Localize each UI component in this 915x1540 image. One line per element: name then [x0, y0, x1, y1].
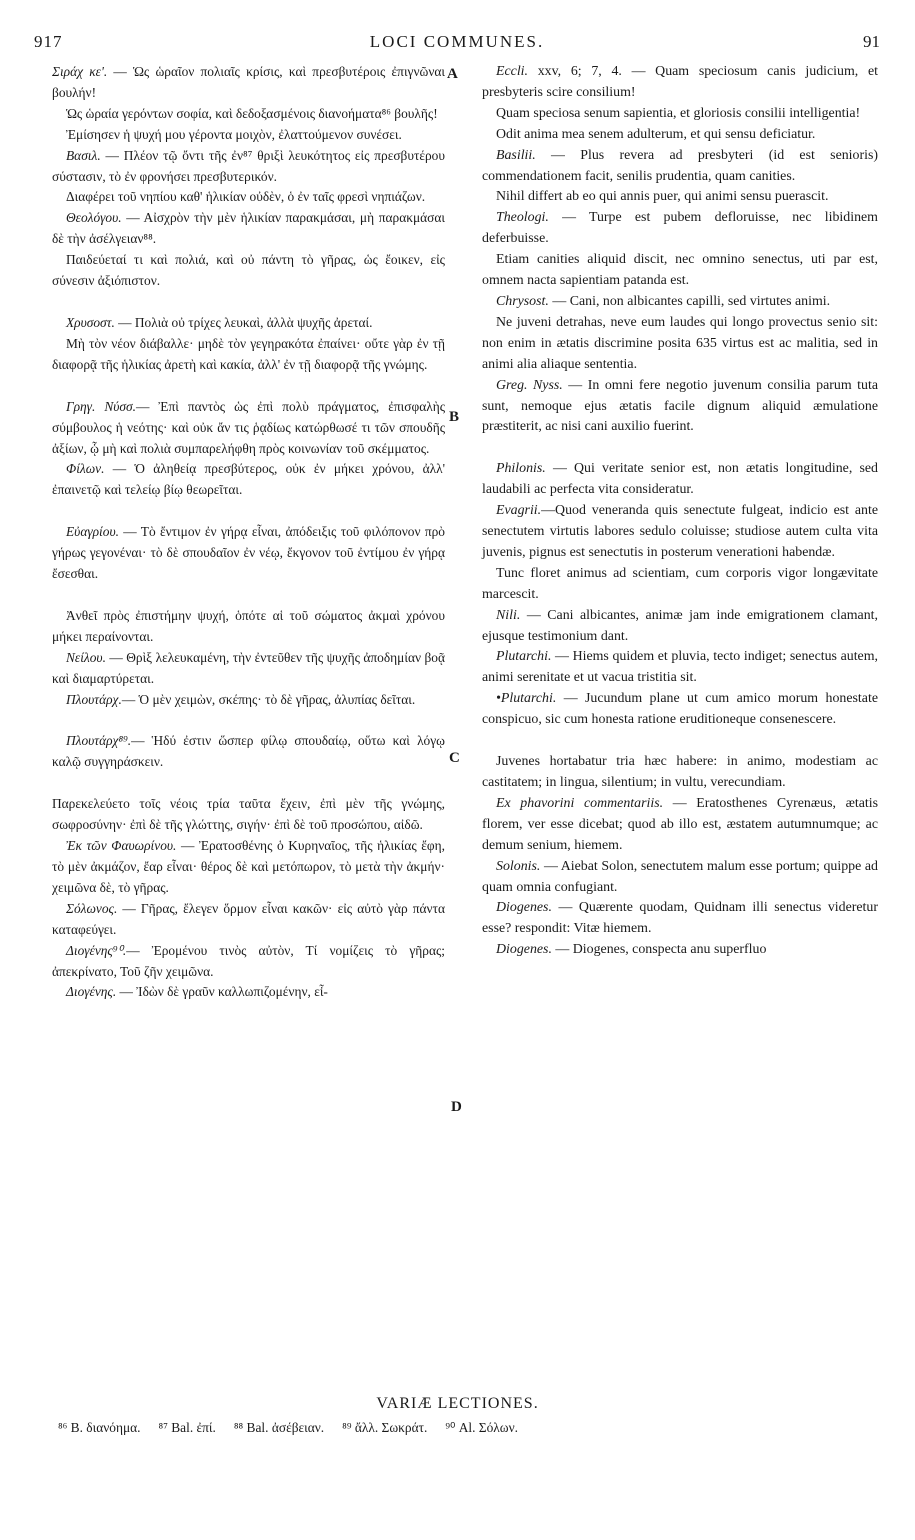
greek-text: — Ἐρατοσθένης ὁ Κυρηναῖος, τῆς ἡλικίας ἔφη, τὸ μὲν ἀκμάζον, ἔαρ εἶναι· θέρος δὲ καὶ μετόπωρον, τὸ μετὰ τὴν ἀκμήν· χειμῶνα δὲ, τὸ γῆρας. [52, 838, 446, 895]
variae-lectiones-list [58, 1420, 898, 1436]
latin-paragraph [482, 857, 878, 899]
latin-paragraph [482, 376, 878, 439]
latin-author: •Plutarchi. [496, 691, 557, 707]
running-title: LOCI COMMUNES. [369, 32, 545, 51]
latin-text: — Cani albicantes, animæ jam inde emigrationem clamant, ejusque testimonium dant. [482, 607, 878, 644]
greek-paragraph [52, 146, 445, 188]
greek-text: — Ἰδὼν δὲ γραῦν καλλωπιζομένην, εἶ- [116, 984, 328, 1000]
latin-paragraph [482, 940, 878, 961]
greek-text: — Αἰσχρὸν τὴν μὲν ἡλικίαν παρακμάσαι, μὴ παρακμάσαι δὲ τὴν ἀσέλγειαν⁸⁸. [52, 210, 445, 247]
variant-reading: ⁸⁷ Bal. ἐπί. [158, 1420, 216, 1435]
greek-paragraph [52, 522, 445, 585]
greek-paragraph [52, 313, 445, 334]
latin-paragraph [482, 794, 878, 857]
greek-paragraph [52, 125, 445, 146]
greek-paragraph [52, 941, 445, 983]
greek-author: Διογένης. [66, 984, 117, 1000]
latin-paragraph [482, 187, 878, 208]
latin-text: — Cani, non albicantes capilli, sed virtutes animi. [548, 293, 831, 309]
greek-paragraph [52, 648, 445, 690]
greek-text: — Πολιὰ οὐ τρίχες λευκαὶ, ἀλλὰ ψυχῆς ἀρεταί. [114, 314, 373, 330]
greek-author: Διογένης⁹⁰. [66, 942, 127, 958]
greek-paragraph [52, 459, 445, 501]
section-marker-c: C [449, 750, 460, 766]
latin-text: Odit anima mea senem adulterum, et qui sensu deficiatur. [496, 126, 816, 142]
latin-column [482, 62, 878, 961]
greek-text: — Θρὶξ λελευκαμένη, τὴν ἐντεῦθεν τῆς ψυχῆς ἀποδημίαν βοᾷ καὶ διαμαρτύρεται. [52, 649, 445, 686]
latin-paragraph [482, 250, 878, 292]
greek-text: — Ἐρομένου τινὸς αὐτὸν, Τί νομίζεις τὸ γῆρας; ἀπεκρίνατο, Τοῦ ζῆν χειμῶνα. [52, 942, 445, 979]
greek-paragraph [52, 334, 445, 376]
latin-text: Juvenes hortabatur tria hæc habere: in animo, modestiam ac castitatem; in lingua, silentium; in vultu, verecundiam. [482, 754, 878, 790]
greek-text: — Πλέον τῷ ὄντι τῆς ἐν⁸⁷ θριξὶ λευκότητος εἰς πρεσβυτέρου σύστασιν, τὸ ἐν φρονήσει πρεσβυτερικόν. [52, 147, 445, 184]
latin-paragraph [482, 564, 878, 606]
greek-text: — Ἡδύ ἐστιν ὥσπερ φίλῳ σπουδαίῳ, οὕτω καὶ λόγῳ καλῷ συγγηράσκειν. [52, 733, 445, 770]
latin-paragraph [482, 125, 878, 146]
latin-author: Greg. Nyss. [496, 377, 563, 393]
latin-paragraph [482, 104, 878, 125]
latin-text: —Quod veneranda quis senectute fulgeat, indicio est ante senectutem virtutis labores sedulo coluisse; studiose autem culta vita juvenis, pignus est senectutis in posterum venerationi habendæ. [482, 503, 878, 560]
greek-text: — Γῆρας, ἔλεγεν ὅρμον εἶναι κακῶν· εἰς αὐτὸ γὰρ πάντα καταφεύγει. [52, 900, 445, 937]
page-number-left: 917 [34, 32, 63, 51]
latin-text: — Turpe est pubem defloruisse, nec libidinem deferbuisse. [482, 210, 878, 247]
latin-paragraph [482, 292, 878, 313]
greek-author: Πλουτάρχ⁸⁹. [66, 733, 132, 749]
latin-author: Eccli. [496, 64, 529, 79]
greek-text: — Τὸ ἔντιμον ἐν γήρᾳ εἶναι, ἀπόδειξις τοῦ φιλόπονον πρὸ γήρως γεγονέναι· τὸ δὲ σπουδαῖον ἐν νέῳ, ἔκγονον τοῦ ἐντίμου ἐν γήρᾳ ἔσεσθαι. [52, 524, 445, 582]
latin-author: Solonis. [496, 858, 541, 874]
variant-reading: ⁸⁹ ἄλλ. Σωκράτ. [342, 1420, 428, 1435]
section-marker-d: D [451, 1099, 462, 1115]
page-header [34, 32, 880, 58]
latin-text: Tunc floret animus ad scientiam, cum corporis vigor longævitate marcescit. [482, 565, 878, 602]
greek-author: Νείλου. [66, 649, 106, 665]
greek-paragraph [52, 104, 445, 125]
greek-text: — Ὁ μὲν χειμὼν, σκέπης· τὸ δὲ γῆρας, ἀλυπίας δεῖται. [121, 691, 416, 707]
latin-paragraph [482, 898, 878, 940]
greek-paragraph [52, 208, 445, 250]
latin-paragraph [482, 689, 878, 731]
greek-text: Παιδεύεταί τι καὶ πολιά, καὶ οὐ πάντη τὸ γῆρας, ὡς ἔοικεν, εἰς σύνεσιν ἀξιόπιστον. [52, 252, 445, 289]
section-marker-b: B [449, 409, 460, 425]
latin-paragraph [482, 752, 878, 794]
latin-text: — Jucundum plane ut cum amico morum honestate conspicuo, sic cum honesta ratione eruditioneque consenescere. [482, 691, 878, 728]
greek-author: Γρηγ. Νύσσ. [66, 398, 136, 414]
page-number-right: 91 [863, 32, 880, 51]
greek-text: — Ὁ ἀληθείᾳ πρεσβύτερος, οὐκ ἐν μήκει χρόνου, ἀλλ' ἐπαινετῷ καὶ τελείῳ βίῳ θεωρεῖται. [52, 461, 445, 498]
latin-paragraph [482, 313, 878, 376]
greek-text: Παρεκελεύετο τοῖς νέοις τρία ταῦτα ἔχειν, ἐπὶ μὲν τῆς γνώμης, σωφροσύνην· ἐπὶ δὲ τῆς γλώττης, σιγήν· ἐπὶ δὲ τοῦ προσώπου, αἰδῶ. [52, 796, 445, 833]
latin-text: — Quærente quodam, Quidnam illi senectus videretur esse? respondit: Vitæ hiemem. [482, 900, 878, 937]
latin-text: — Qui veritate senior est, non ætatis longitudine, sed laudabili ac perfecta vita consideratur. [482, 461, 878, 498]
greek-paragraph [52, 250, 445, 292]
greek-paragraph [52, 690, 445, 711]
latin-paragraph [482, 208, 878, 250]
latin-author: Diogenes. [496, 900, 552, 916]
greek-text: Ἀνθεῖ πρὸς ἐπιστήμην ψυχή, ὁπότε αἱ τοῦ σώματος ἀκμαὶ χρόνου μήκει περαίνονται. [52, 607, 445, 644]
latin-text: Nihil differt ab eo qui annis puer, qui animi sensu puerascit. [496, 189, 829, 205]
variant-reading: ⁹⁰ Al. Σόλων. [445, 1420, 518, 1435]
latin-author: Theologi. [496, 210, 549, 226]
latin-paragraph [482, 647, 878, 689]
latin-text: — Hiems quidem et pluvia, tecto indiget; senectus autem, animi serenitate et ut vacua tristitia sit. [482, 649, 878, 686]
greek-paragraph [52, 899, 445, 941]
greek-column [52, 62, 445, 1003]
greek-author: Φίλων. [66, 461, 105, 477]
greek-paragraph [52, 397, 445, 460]
latin-text: xxv, 6; 7, 4. — Quam speciosum canis judicium, et presbyteris scire consilium! [482, 64, 878, 100]
greek-paragraph [52, 187, 445, 208]
latin-author: Philonis. [496, 461, 546, 477]
latin-text: — Diogenes, conspecta anu superfluo [551, 942, 767, 958]
greek-author: Εὐαγρίου. [66, 524, 119, 540]
greek-text: Διαφέρει τοῦ νηπίου καθ' ἡλικίαν οὐδὲν, ὁ ἐν ταῖς φρεσὶ νηπιάζων. [66, 189, 426, 205]
greek-paragraph [52, 731, 445, 773]
latin-paragraph [482, 606, 878, 648]
latin-author: Nili. [496, 607, 521, 623]
greek-author: Πλουτάρχ. [66, 691, 122, 707]
latin-text: — In omni fere negotio juvenum consilia parum tuta sunt, nemoque ejus ætatis facile dignum aliquid æmulatione præstiterit, ac nisi cani auxilio fuerint. [482, 377, 878, 435]
variant-reading: ⁸⁸ Bal. ἀσέβειαν. [233, 1420, 325, 1435]
latin-text: — Plus revera ad presbyteri (id est senioris) commendationem facit, senilis prudentia, quam canities. [482, 147, 878, 184]
latin-author: Evagrii. [496, 503, 542, 519]
greek-text: Μὴ τὸν νέον διάβαλλε· μηδὲ τὸν γεγηρακότα ἐπαίνει· οὔτε γὰρ ἐν τῇ διαφορᾷ τῆς ἡλικίας ἀρετὴ καὶ κακία, ἀλλ' ἐν τῇ διαφορᾷ τῆς γνώμης. [52, 335, 445, 372]
greek-text: — Ἐπὶ παντὸς ὡς ἐπὶ πολὺ πράγματος, ἐπισφαλὴς σύμβουλος ἡ νεότης· καὶ οὐκ ἄν τις ῥᾳδίως κατώρθωσέ τι τῶν σπουδῆς ἀξίων, ᾧ μὴ καὶ πολιὰ συμπαρελήφθη πρὸς κοινωνίαν τοῦ σκέμματος. [52, 398, 446, 456]
greek-author: Βασιλ. [66, 147, 101, 163]
greek-text: Ὡς ὡραία γερόντων σοφία, καὶ δεδοξασμένοις διανοήματα⁸⁶ βουλῆς! [66, 105, 438, 121]
greek-author: Σόλωνος. [66, 900, 118, 916]
greek-text: — Ὡς ὡραῖον πολιαῖς κρίσις, καὶ πρεσβυτέροις ἐπιγνῶναι βουλήν! [52, 64, 446, 100]
latin-text: Ne juveni detrahas, neve eum laudes qui longo provectus senio sit: non enim in ætatis discrimine posita 635 virtus est ac malitia, sed in animi alia aliaque sententia. [482, 314, 878, 372]
greek-paragraph [52, 62, 445, 104]
latin-paragraph [482, 501, 878, 564]
variae-lectiones-title: VARIÆ LECTIONES. [376, 1395, 539, 1412]
greek-paragraph [52, 794, 445, 836]
greek-author: Ἐκ τῶν Φαυωρίνου. [66, 838, 177, 854]
greek-paragraph [52, 606, 445, 648]
latin-author: Chrysost. [496, 293, 549, 309]
latin-text: Quam speciosa senum sapientia, et gloriosis consilii intelligentia! [496, 105, 861, 121]
latin-author: Plutarchi. [496, 649, 552, 665]
latin-author: Basilii. [496, 147, 536, 163]
latin-paragraph [482, 146, 878, 188]
latin-text: — Eratosthenes Cyrenæus, ætatis florem, ver esse dicebat; quod ab illo est, æstatem autumnumque; ac demum senium, hiemem. [482, 795, 879, 853]
latin-text: — Aiebat Solon, senectutem malum esse portum; quippe ad quam omnia confugiant. [482, 858, 878, 895]
greek-author: Θεολόγου. [66, 210, 122, 226]
latin-paragraph [482, 62, 878, 104]
section-marker-a: A [447, 66, 458, 82]
latin-paragraph [482, 459, 878, 501]
latin-author: Ex phavorini commentariis. [496, 795, 664, 811]
greek-author: Χρυσοστ. [66, 314, 115, 330]
greek-author: Σιράχ κε'. [52, 64, 108, 79]
greek-paragraph [52, 836, 445, 899]
variant-reading: ⁸⁶ B. διανόημα. [58, 1420, 141, 1435]
greek-paragraph [52, 982, 445, 1003]
greek-text: Ἐμίσησεν ἡ ψυχή μου γέροντα μοιχὸν, ἐλαττούμενον συνέσει. [66, 126, 402, 142]
latin-author: Diogenes. [496, 942, 552, 958]
latin-text: Etiam canities aliquid discit, nec omnino senectus, uti par est, omnem nacta sapientiam patanda est. [482, 252, 878, 289]
